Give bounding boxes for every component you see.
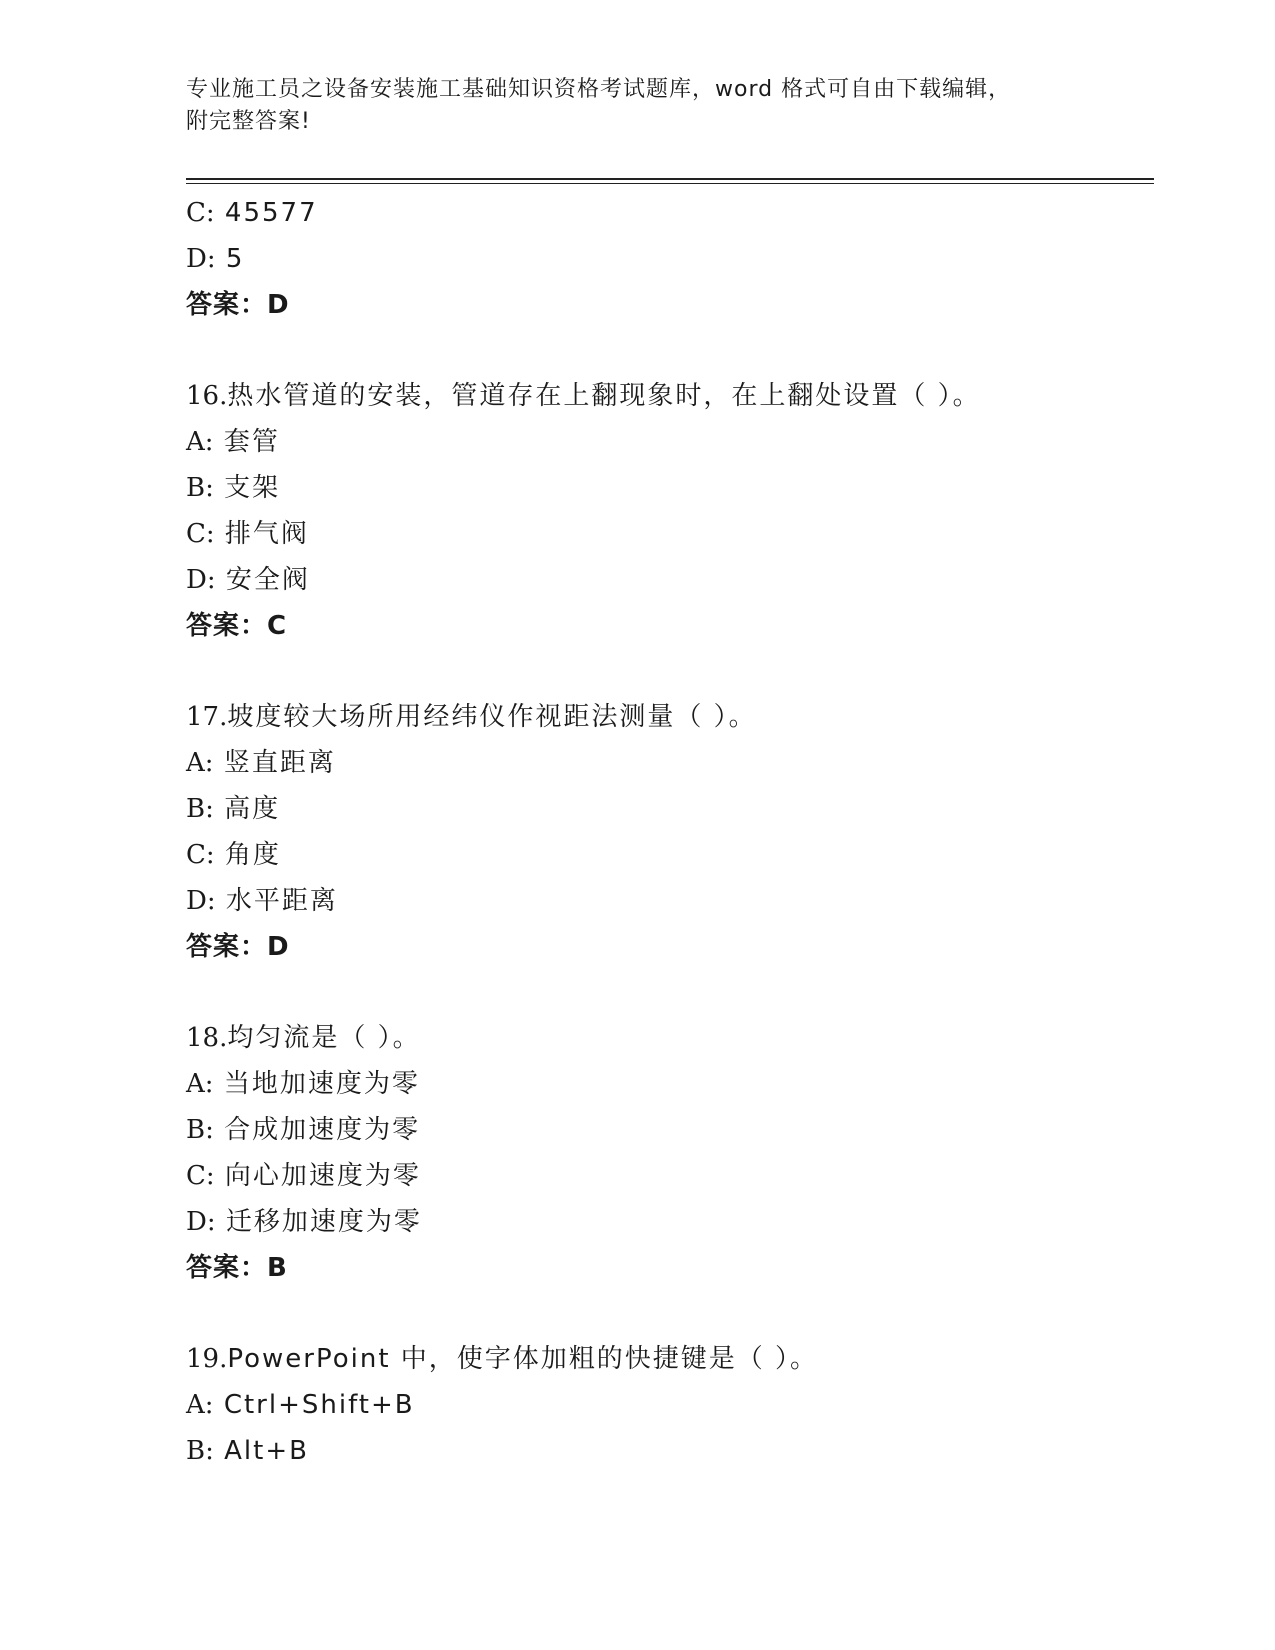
question-17-stem xyxy=(186,694,1154,740)
option-c: C: 45577 xyxy=(186,198,318,228)
option-text: 当地加速度为零 xyxy=(223,1069,420,1099)
document-header xyxy=(186,74,1086,138)
option-text: 5 xyxy=(225,244,245,274)
question-text: 坡度较大场所用经纬仪作视距法测量（ ）。 xyxy=(227,702,757,732)
spacer xyxy=(186,649,1154,694)
option-text: 合成加速度为零 xyxy=(224,1115,421,1145)
option-text: 排气阀 xyxy=(224,519,309,549)
option-b: B: 合成加速度为零 xyxy=(186,1115,421,1145)
option-d: D: 安全阀 xyxy=(186,565,310,595)
answer-line: 答案：C xyxy=(186,611,288,641)
spacer xyxy=(186,1291,1154,1336)
option-c: C: 排气阀 xyxy=(186,519,309,549)
option-c: C: 角度 xyxy=(186,840,281,870)
option-text: 高度 xyxy=(224,794,281,824)
option-text: 迁移加速度为零 xyxy=(225,1207,422,1237)
question-number: 18. xyxy=(186,1023,228,1053)
option-c: C: 向心加速度为零 xyxy=(186,1161,421,1191)
option-text: 水平距离 xyxy=(225,886,338,916)
option-b: B: 支架 xyxy=(186,473,281,503)
question-number: 16. xyxy=(186,381,228,411)
option-a: A: 当地加速度为零 xyxy=(186,1069,420,1099)
question-number: 17. xyxy=(186,702,228,732)
option-a: A: 竖直距离 xyxy=(186,748,336,778)
question-text: PowerPoint 中，使字体加粗的快捷键是（ ）。 xyxy=(227,1344,819,1374)
option-d: D: 水平距离 xyxy=(186,886,338,916)
answer-line: 答案：B xyxy=(186,1253,288,1283)
header-divider xyxy=(186,178,1154,180)
header-line-2: 附完整答案! xyxy=(186,109,311,134)
question-18-stem xyxy=(186,1015,1154,1061)
option-d: D: 迁移加速度为零 xyxy=(186,1207,422,1237)
header-line-1: 专业施工员之设备安装施工基础知识资格考试题库，word 格式可自由下载编辑， xyxy=(186,77,1012,102)
spacer xyxy=(186,970,1154,1015)
option-text: 向心加速度为零 xyxy=(224,1161,421,1191)
option-d: D: 5 xyxy=(186,244,245,274)
question-text: 热水管道的安装，管道存在上翻现象时，在上翻处设置（ ）。 xyxy=(227,381,981,411)
option-b: B: Alt+B xyxy=(186,1436,309,1466)
answer-line: 答案：D xyxy=(186,290,290,320)
question-text: 均匀流是（ ）。 xyxy=(227,1023,421,1053)
option-text: 角度 xyxy=(224,840,281,870)
option-text: Alt+B xyxy=(224,1436,309,1466)
header-divider-thin xyxy=(186,183,1154,184)
option-a: A: Ctrl+Shift+B xyxy=(186,1390,415,1420)
question-list xyxy=(186,190,1154,1474)
spacer xyxy=(186,328,1154,373)
question-19-stem xyxy=(186,1336,1154,1382)
option-text: 支架 xyxy=(224,473,281,503)
option-text: 45577 xyxy=(224,198,318,228)
option-text: Ctrl+Shift+B xyxy=(223,1390,415,1420)
answer-line: 答案：D xyxy=(186,932,290,962)
option-text: 安全阀 xyxy=(225,565,310,595)
option-text: 套管 xyxy=(223,427,280,457)
question-16-stem xyxy=(186,373,1154,419)
option-a: A: 套管 xyxy=(186,427,280,457)
option-text: 竖直距离 xyxy=(223,748,336,778)
question-number: 19. xyxy=(186,1344,228,1374)
option-b: B: 高度 xyxy=(186,794,281,824)
